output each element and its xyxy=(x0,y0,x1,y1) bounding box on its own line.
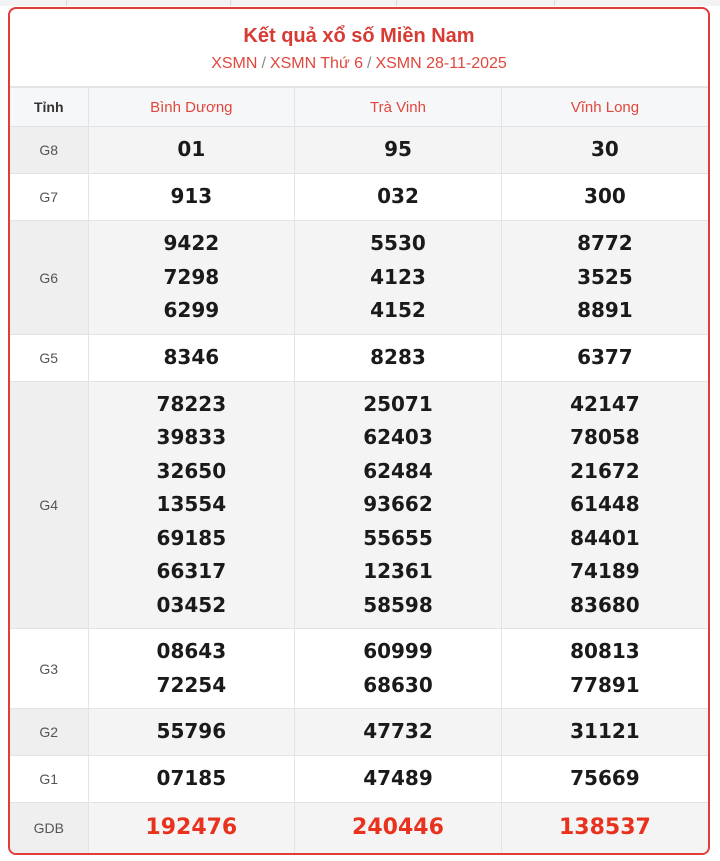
prize-label: G6 xyxy=(10,221,88,335)
prize-cell xyxy=(501,221,708,335)
prize-number: 61448 xyxy=(570,492,640,517)
prize-cell xyxy=(501,127,708,174)
prize-number: 83680 xyxy=(570,592,640,617)
results-table xyxy=(10,87,708,853)
prize-row-g4 xyxy=(10,382,708,629)
province-link[interactable]: Vĩnh Long xyxy=(501,88,708,127)
prize-number: 93662 xyxy=(363,492,433,517)
prize-number: 8283 xyxy=(370,345,426,370)
prize-cell xyxy=(295,221,502,335)
prize-cell xyxy=(88,221,295,335)
page-title: Kết quả xổ số Miền Nam xyxy=(243,25,475,47)
special-prize-number: 138537 xyxy=(558,815,651,841)
prize-number: 75669 xyxy=(570,766,640,791)
prize-number: 80813 xyxy=(570,639,640,664)
prize-number: 62403 xyxy=(363,425,433,450)
prize-number: 5530 xyxy=(370,231,426,256)
prize-label: GDB xyxy=(10,803,88,853)
province-link[interactable]: Bình Dương xyxy=(88,88,295,127)
prize-number: 55796 xyxy=(156,719,227,744)
prize-cell xyxy=(501,335,708,382)
breadcrumb-link-date[interactable]: XSMN 28-11-2025 xyxy=(375,55,507,72)
prize-number: 12361 xyxy=(363,559,433,584)
prize-label: G7 xyxy=(10,174,88,221)
prize-number: 66317 xyxy=(156,559,227,584)
breadcrumb-separator: / xyxy=(261,55,266,72)
prize-label: G4 xyxy=(10,382,88,629)
province-link[interactable]: Trà Vinh xyxy=(295,88,502,127)
prize-cell xyxy=(295,174,502,221)
prize-number: 68630 xyxy=(363,672,433,697)
breadcrumb xyxy=(10,54,708,74)
prize-number: 25071 xyxy=(363,392,433,417)
prize-cell xyxy=(88,629,295,709)
prize-row-g1 xyxy=(10,756,708,803)
top-strip xyxy=(0,0,720,6)
special-prize-number: 240446 xyxy=(352,815,444,841)
prize-number: 42147 xyxy=(570,392,640,417)
prize-number: 32650 xyxy=(156,458,227,483)
prize-label: G1 xyxy=(10,756,88,803)
prize-number: 84401 xyxy=(570,525,640,550)
prize-number: 31121 xyxy=(570,719,640,744)
prize-number: 72254 xyxy=(156,672,227,697)
prize-number: 30 xyxy=(590,137,619,162)
prize-cell xyxy=(88,127,295,174)
prize-row-g8 xyxy=(10,127,708,174)
prize-number: 08643 xyxy=(156,639,227,664)
prize-cell xyxy=(501,382,708,629)
prize-row-g2 xyxy=(10,709,708,756)
prize-cell xyxy=(501,756,708,803)
prize-cell xyxy=(501,174,708,221)
prize-number: 77891 xyxy=(570,672,640,697)
prize-cell xyxy=(501,709,708,756)
prize-cell xyxy=(88,174,295,221)
table-header-row xyxy=(10,88,708,127)
prize-number: 913 xyxy=(170,184,213,209)
prize-row-g6 xyxy=(10,221,708,335)
prize-number: 95 xyxy=(384,137,412,162)
prize-cell xyxy=(295,803,502,853)
special-prize-number: 192476 xyxy=(145,815,238,841)
prize-cell xyxy=(501,803,708,853)
prize-label: G3 xyxy=(10,629,88,709)
prize-number: 3525 xyxy=(577,264,633,289)
prize-number: 7298 xyxy=(163,264,220,289)
prize-number: 74189 xyxy=(570,559,640,584)
prize-number: 8772 xyxy=(577,231,633,256)
prize-cell xyxy=(295,127,502,174)
prize-row-g7 xyxy=(10,174,708,221)
prize-label: G8 xyxy=(10,127,88,174)
prize-cell xyxy=(88,709,295,756)
prize-row-gdb xyxy=(10,803,708,853)
prize-number: 4123 xyxy=(370,264,426,289)
prize-cell xyxy=(88,382,295,629)
prize-number: 8891 xyxy=(577,298,633,323)
prize-cell xyxy=(88,335,295,382)
prize-number: 78058 xyxy=(570,425,640,450)
prize-cell xyxy=(295,335,502,382)
breadcrumb-link-xsmn[interactable]: XSMN xyxy=(211,55,258,72)
prize-number: 8346 xyxy=(163,345,220,370)
prize-number: 07185 xyxy=(156,766,227,791)
prize-label: G2 xyxy=(10,709,88,756)
breadcrumb-separator: / xyxy=(367,55,372,72)
prize-number: 13554 xyxy=(156,492,227,517)
prize-number: 55655 xyxy=(363,525,433,550)
prize-number: 21672 xyxy=(570,458,640,483)
prize-number: 9422 xyxy=(163,231,220,256)
prize-number: 6299 xyxy=(163,298,220,323)
prize-number: 69185 xyxy=(156,525,227,550)
prize-number: 47732 xyxy=(363,719,433,744)
prize-label: G5 xyxy=(10,335,88,382)
results-card xyxy=(8,7,710,855)
prize-row-g3 xyxy=(10,629,708,709)
prize-cell xyxy=(295,756,502,803)
prize-cell xyxy=(501,629,708,709)
prize-number: 62484 xyxy=(363,458,433,483)
prize-number: 39833 xyxy=(156,425,227,450)
prize-number: 4152 xyxy=(370,298,426,323)
prize-number: 03452 xyxy=(156,592,227,617)
prize-number: 78223 xyxy=(156,392,227,417)
prize-number: 300 xyxy=(584,184,626,209)
prize-cell xyxy=(295,709,502,756)
prize-cell xyxy=(295,382,502,629)
results-header xyxy=(10,9,708,87)
prize-number: 58598 xyxy=(363,592,433,617)
prize-number: 032 xyxy=(377,184,419,209)
prize-number: 01 xyxy=(177,137,206,162)
prize-number: 6377 xyxy=(577,345,633,370)
prize-row-g5 xyxy=(10,335,708,382)
column-header-province: Tỉnh xyxy=(10,88,88,127)
prize-number: 47489 xyxy=(363,766,433,791)
prize-cell xyxy=(88,803,295,853)
prize-number: 60999 xyxy=(363,639,433,664)
prize-cell xyxy=(88,756,295,803)
breadcrumb-link-xsmn-thu6[interactable]: XSMN Thứ 6 xyxy=(269,55,363,72)
prize-cell xyxy=(295,629,502,709)
